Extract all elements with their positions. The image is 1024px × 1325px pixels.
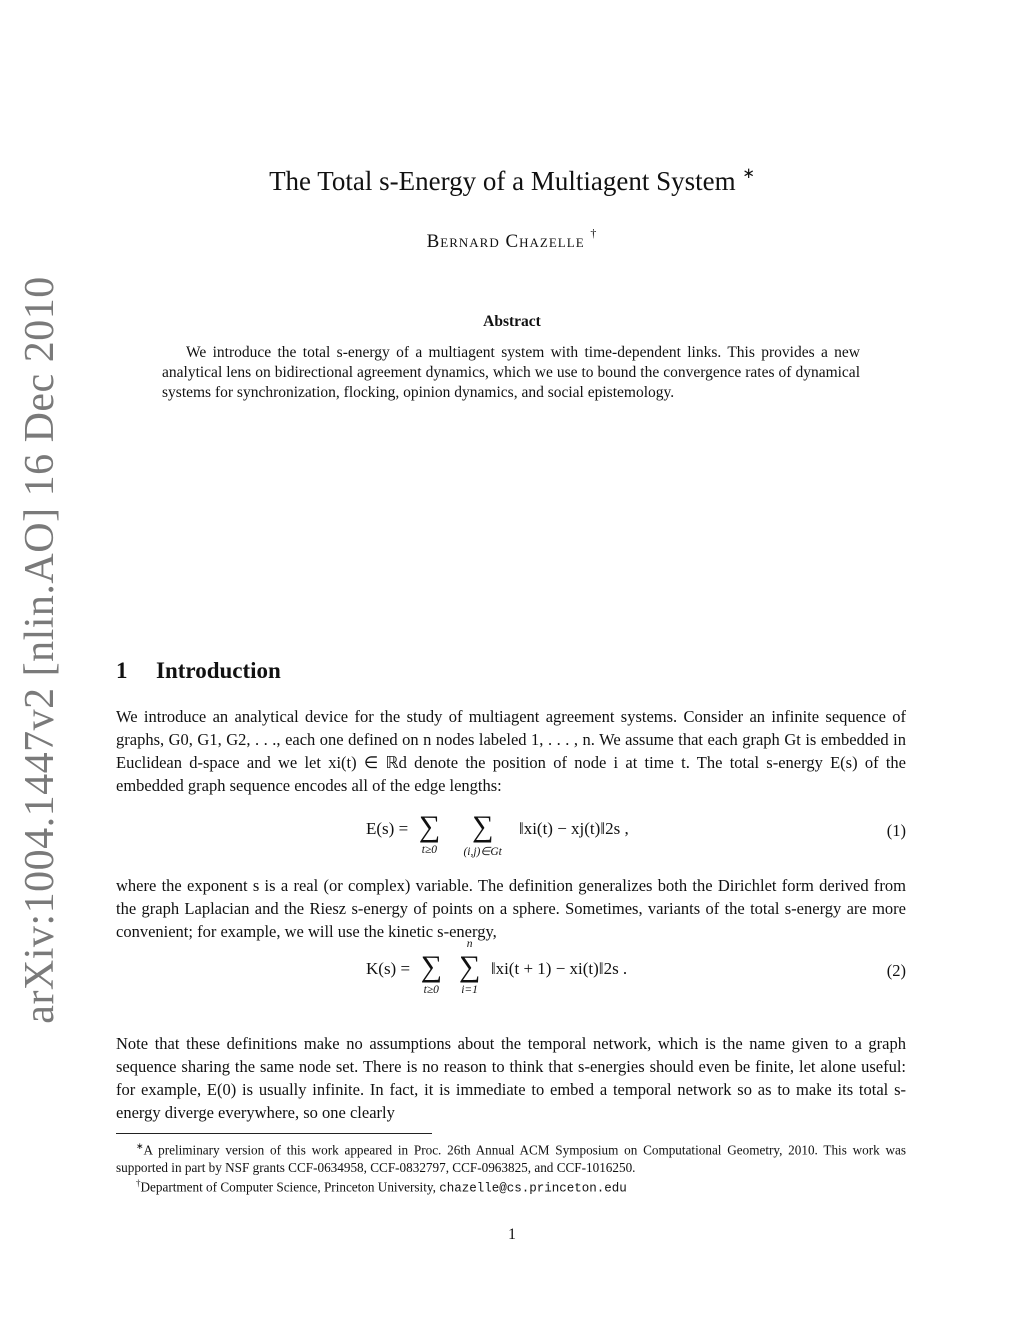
arxiv-stamp <box>0 276 80 1024</box>
intro-paragraph-1: We introduce an analytical device for the study of multiagent agreement systems. Consider an infinite sequence of graphs, G0, G1, G2, . . ., each one defined on n nodes labeled 1, . . . , n. We assume that each graph Gt is embedded in Euclidean d-space and we let xi(t) ∈ ℝd denote the position of node i at time t. The total s-energy E(s) of the embedded graph sequence encodes all of the edge lengths: <box>116 707 906 795</box>
footnote-1-mark: ∗ <box>136 1141 144 1151</box>
equation-2-sum-i <box>453 938 487 996</box>
equation-2-sum-i-upper: n <box>466 938 473 950</box>
sigma-symbol: ∑ <box>418 810 441 843</box>
sigma-symbol: ∑ <box>471 810 494 843</box>
intro-paragraph-2: where the exponent s is a real (or complex) variable. The definition generalizes both the Dirichlet form derived from the graph Laplacian and the Riesz s-energy of points on a sphere. Sometimes, variants of the total s-energy are more convenient; for example, we will use the kinetic s-energy, <box>116 876 906 941</box>
footnote-rule <box>116 1133 432 1134</box>
equation-1-sum-edges <box>451 812 515 858</box>
footnote-2-mark: † <box>136 1178 141 1188</box>
title-footnote-mark[interactable]: ∗ <box>742 166 755 182</box>
equation-2 <box>116 938 906 1012</box>
equation-2-sum-t-lower: t≥0 <box>423 984 439 996</box>
equation-2-sum-t <box>414 938 448 996</box>
equation-1-sum-t-lower: t≥0 <box>421 844 438 856</box>
equation-2-number: (2) <box>886 961 906 980</box>
sigma-symbol: ∑ <box>458 950 481 983</box>
author-name: Bernard Chazelle <box>426 231 585 252</box>
author-footnote-mark[interactable]: † <box>590 226 598 240</box>
arxiv-identifier[interactable]: arXiv:1004.1447v2 [nlin.AO] 16 Dec 2010 <box>17 276 63 1024</box>
equation-1-lhs: E(s) = <box>366 819 409 838</box>
equation-2-lhs: K(s) = <box>366 959 411 978</box>
footnote-1 <box>116 1137 906 1177</box>
equation-2-body <box>366 938 627 998</box>
equation-1 <box>116 812 906 872</box>
equation-1-sum-t <box>412 812 446 856</box>
equation-2-term: ‖xi(t + 1) − xi(t)‖2s . <box>490 959 628 978</box>
abstract-heading: Abstract <box>483 313 541 330</box>
page-number: 1 <box>508 1226 516 1243</box>
footnote-2 <box>116 1174 906 1197</box>
paper-title <box>0 164 1024 197</box>
section-heading <box>116 658 616 684</box>
footnote-1-text: A preliminary version of this work appeared in Proc. 26th Annual ACM Symposium on Computational Geometry, 2010. This work was supported in part by NSF grants CCF-0634958, CCF-0832797, CCF-0963825, and CCF-1016250. <box>116 1142 906 1176</box>
footnote-2-text: Department of Computer Science, Princeton University, <box>140 1179 436 1195</box>
equation-1-number: (1) <box>886 821 906 840</box>
equation-1-body <box>366 812 629 872</box>
equation-2-sum-i-lower: i=1 <box>461 984 478 996</box>
title-text: The Total s-Energy of a Multiagent System <box>269 166 736 196</box>
equation-1-term: ‖xi(t) − xj(t)‖2s , <box>518 819 629 838</box>
author-line <box>0 226 1024 253</box>
equation-1-sum-edges-lower: (i,j)∈Gt <box>463 846 502 858</box>
abstract-body: We introduce the total s-energy of a multiagent system with time-dependent links. This provides a new analytical lens on bidirectional agreement dynamics, which we use to bound the convergence rates of dynamical systems for synchronization, flocking, opinion dynamics, and social epistemology. <box>162 344 860 401</box>
sigma-symbol: ∑ <box>420 950 442 983</box>
author-email-link[interactable]: chazelle@cs.princeton.edu <box>439 1181 627 1196</box>
section-title: Introduction <box>156 658 281 683</box>
intro-paragraph-3: Note that these definitions make no assumptions about the temporal network, which is the name given to a graph sequence sharing the same node set. There is no reason to think that s-energies should even be finite, let alone useful: for example, E(0) is usually infinite. In fact, it is immediate to embed a temporal network so as to make its total s-energy diverge everywhere, so one clearly <box>116 1034 906 1122</box>
section-number: 1 <box>116 658 128 683</box>
